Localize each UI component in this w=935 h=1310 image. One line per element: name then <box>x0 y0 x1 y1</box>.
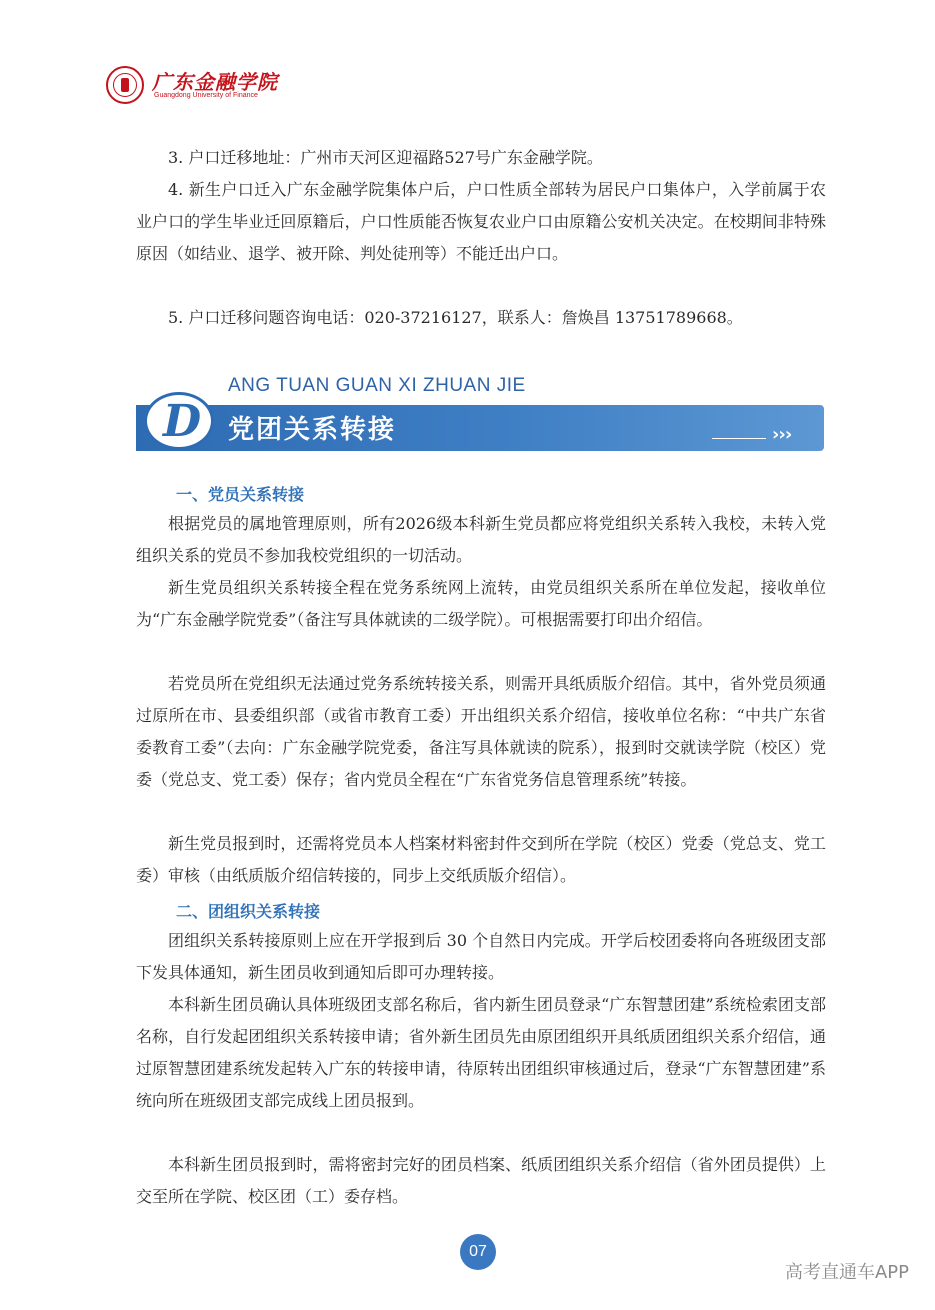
page-number-badge: 07 <box>460 1234 496 1270</box>
university-seal-icon <box>106 66 144 104</box>
league-heading: 二、团组织关系转接 <box>176 902 321 921</box>
university-logo <box>106 64 296 112</box>
league-paragraph-1: 团组织关系转接原则上应在开学报到后 30 个自然日内完成。开学后校团委将向各班级团支部下发具体通知，新生团员收到通知后即可办理转接。 <box>136 931 826 982</box>
logo-english-name: Guangdong University of Finance <box>154 92 258 99</box>
logo-chinese-name: 广东金融学院 <box>152 70 278 94</box>
household-item-3: 3. 户口迁移地址：广州市天河区迎福路527号广东金融学院。 <box>168 148 603 167</box>
league-paragraph-3: 本科新生团员报到时，需将密封完好的团员档案、纸质团组织关系介绍信（省外团员提供）上交至所在学院、校区团（工）委存档。 <box>136 1155 826 1206</box>
section-title: 党团关系转接 <box>228 415 397 445</box>
party-paragraph-2: 新生党员组织关系转接全程在党务系统网上流转，由党员组织关系所在单位发起，接收单位为“广东金融学院党委”（备注写具体就读的二级学院）。可根据需要打印出介绍信。 <box>136 578 826 629</box>
league-paragraph-2: 本科新生团员确认具体班级团支部名称后，省内新生团员登录“广东智慧团建”系统检索团支部名称，自行发起团组织关系转接申请；省外新生团员先由原团组织开具纸质团组织关系介绍信，通过原智慧团建系统发起转入广东的转接申请，待原转出团组织审核通过后，登录“广东智慧团建”系统向所在班级团支部完成线上团员报到。 <box>136 995 826 1110</box>
household-item-5: 5. 户口迁移问题咨询电话：020-37216127，联系人：詹焕昌 13751789668。 <box>168 308 743 327</box>
party-paragraph-3: 若党员所在党组织无法通过党务系统转接关系，则需开具纸质版介绍信。其中，省外党员须通过原所在市、县委组织部（或省市教育工委）开出组织关系介绍信，接收单位名称：“中共广东省委教育工委”（去向：广东金融学院党委，备注写具体就读的院系），报到时交就读学院（校区）党委（党总支、党工委）保存；省内党员全程在“广东省党务信息管理系统”转接。 <box>136 674 826 789</box>
section-emblem-icon <box>144 392 214 450</box>
party-paragraph-1: 根据党员的属地管理原则，所有2026级本科新生党员都应将党组织关系转入我校，未转入党组织关系的党员不参加我校党组织的一切活动。 <box>136 514 826 565</box>
watermark-text: 高考直通车APP <box>784 1262 909 1283</box>
party-paragraph-4: 新生党员报到时，还需将党员本人档案材料密封件交到所在学院（校区）党委（党总支、党工委）审核（由纸质版介绍信转接的，同步上交纸质版介绍信）。 <box>136 834 826 885</box>
emblem-letter: D <box>163 396 202 447</box>
banner-divider-line <box>712 438 766 439</box>
chevron-right-icon: ››› <box>772 424 792 445</box>
banner-english-title: ANG TUAN GUAN XI ZHUAN JIE <box>228 375 526 396</box>
household-item-4: 4. 新生户口迁入广东金融学院集体户后，户口性质全部转为居民户口集体户，入学前属于农业户口的学生毕业迁回原籍后，户口性质能否恢复农业户口由原籍公安机关决定。在校期间非特殊原因（如结业、退学、被开除、判处徒刑等）不能迁出户口。 <box>136 180 826 263</box>
party-heading: 一、党员关系转接 <box>176 485 305 504</box>
